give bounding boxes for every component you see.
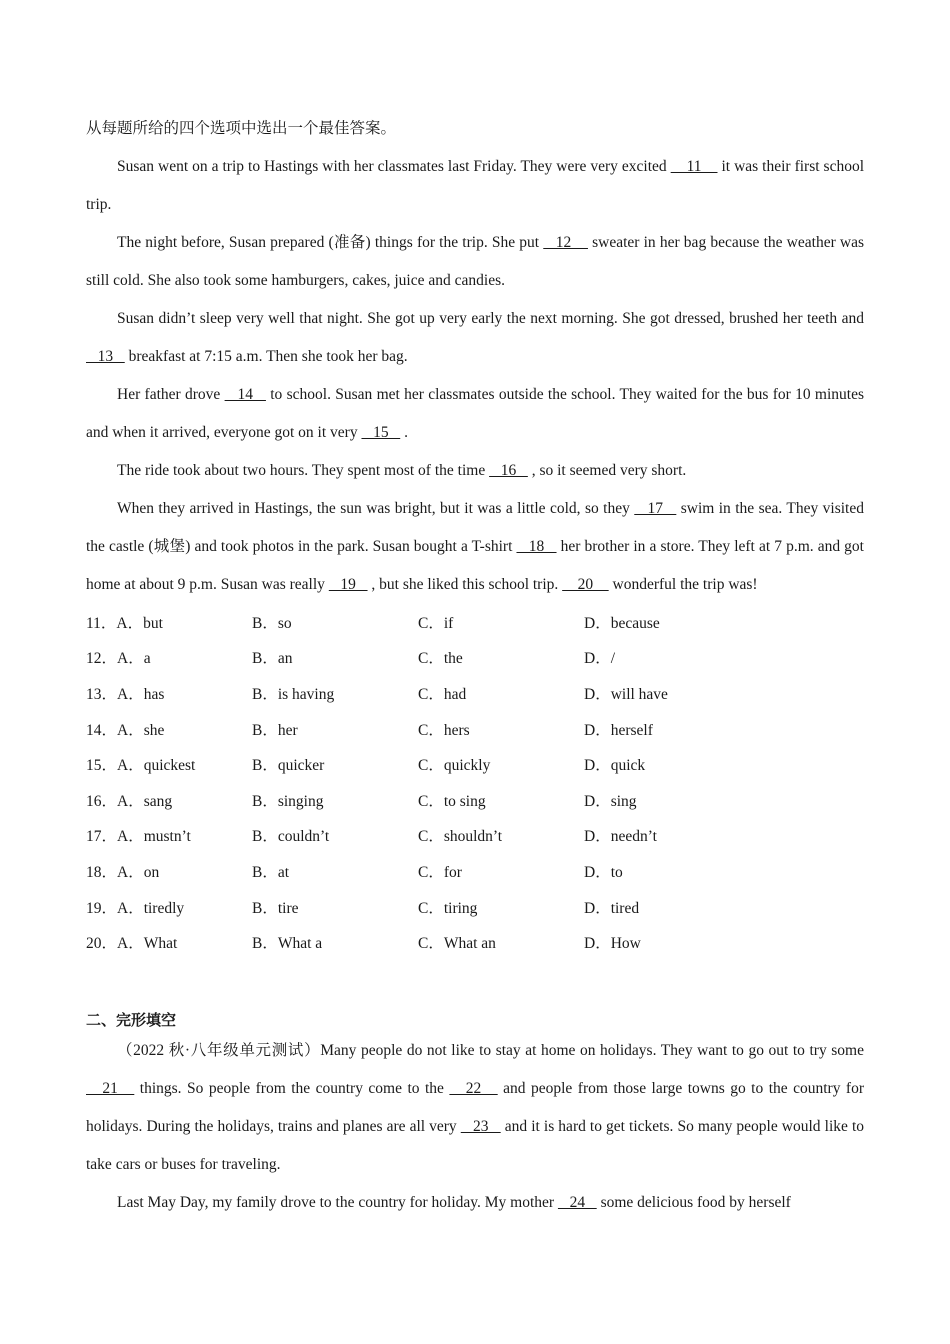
question-row-17 [86,818,864,854]
option-b[interactable]: B．What a [252,935,323,953]
option-c[interactable]: C．hers [418,721,470,739]
option-a[interactable]: 18．A．on [86,863,160,881]
blank-12[interactable]: 12 [543,234,588,251]
option-b[interactable]: B．at [252,863,290,881]
question-row-18 [86,853,864,889]
blank-18[interactable]: 18 [516,538,557,555]
question-row-12 [86,640,864,676]
option-c[interactable]: C．to sing [418,792,486,810]
option-d[interactable]: D．will have [584,685,668,703]
blank-15[interactable]: 15 [361,424,401,441]
option-c[interactable]: C．tiring [418,899,478,917]
option-a[interactable]: 17．A．mustn’t [86,828,191,846]
option-d[interactable]: D．to [584,863,623,881]
blank-16[interactable]: 16 [489,462,528,479]
option-d[interactable]: D．How [584,935,641,953]
blank-22[interactable]: 22 [449,1079,498,1097]
document-page [86,110,864,1222]
question-row-19 [86,889,864,925]
option-d[interactable]: D．because [584,614,660,632]
section-title: 二、完形填空 [86,1010,177,1029]
passage1-paragraph-1: Susan went on a trip to Hastings with her classmates last Friday. They were very excited 11 it was their first school trip. [86,158,864,213]
option-a[interactable]: 20．A．What [86,935,178,953]
question-row-11 [86,604,864,640]
option-c[interactable]: C．What an [418,935,496,953]
option-d[interactable]: D．quick [584,757,646,775]
passage1-paragraph-2: The night before, Susan prepared (准备) things for the trip. She put 12 sweater in her bag because the weather was still cold. She also took some hamburgers, cakes, juice and candies. [86,234,865,289]
passage1-paragraph-5: The ride took about two hours. They spent most of the time 16 , so it seemed very short. [117,462,687,479]
option-b[interactable]: B．so [252,614,292,632]
passage1-paragraph-4: Her father drove 14 to school. Susan met her classmates outside the school. They waited for the bus for 10 minutes and when it arrived, everyone got on it very 15 . [86,386,865,441]
blank-13[interactable]: 13 [86,348,125,365]
question-row-13 [86,675,864,711]
blank-17[interactable]: 17 [634,500,677,517]
option-c[interactable]: C．had [418,685,467,703]
blank-20[interactable]: 20 [562,576,609,593]
passage2-paragraph-2: Last May Day, my family drove to the country for holiday. My mother 24 some delicious food by herself [117,1193,791,1211]
option-d[interactable]: D．sing [584,792,637,810]
option-b[interactable]: B．couldn’t [252,828,330,846]
option-a[interactable]: 15．A．quickest [86,757,196,775]
instruction: 从每题所给的四个选项中选出一个最佳答案。 [86,120,397,137]
option-b[interactable]: B．tire [252,899,299,917]
blank-11[interactable]: 11 [670,158,718,175]
option-d[interactable]: D．herself [584,721,653,739]
option-a[interactable]: 19．A．tiredly [86,899,185,917]
question-row-20 [86,924,864,960]
blank-23[interactable]: 23 [460,1117,501,1135]
blank-14[interactable]: 14 [224,386,266,403]
option-a[interactable]: 13．A．has [86,685,165,703]
options-list [86,604,864,960]
option-c[interactable]: C．shouldn’t [418,828,503,846]
blank-21[interactable]: 21 [86,1079,135,1097]
option-c[interactable]: C．quickly [418,757,491,775]
option-b[interactable]: B．is having [252,685,335,703]
option-c[interactable]: C．if [418,614,454,632]
option-b[interactable]: B．an [252,650,293,668]
option-b[interactable]: B．quicker [252,757,325,775]
option-d[interactable]: D．tired [584,899,640,917]
question-row-16 [86,782,864,818]
passage1-paragraph-6: When they arrived in Hastings, the sun was bright, but it was a little cold, so they 17 swim in the sea. They visited the castle (城堡) and took photos in the park. Susan bought a T-shirt 18 her brother in a store. They left at 7 p.m. and got home at about 9 p.m. Susan was really 19 , but she liked this school trip. 20 wonderful the trip was! [86,500,864,593]
passage2-paragraph-1: （2022 秋·八年级单元测试）Many people do not like to stay at home on holidays. They want to go out to try some 21 things. So people from the country come to the 22 and people from those large towns go to the country for holidays. During the holidays, trains and planes are all very 23 and it is hard to get tickets. So many people would like to take cars or buses for traveling. [86,1041,865,1173]
option-d[interactable]: D．needn’t [584,828,657,846]
option-a[interactable]: 14．A．she [86,721,165,739]
option-a[interactable]: 12．A．a [86,650,151,668]
option-c[interactable]: C．the [418,650,463,668]
blank-19[interactable]: 19 [328,576,368,593]
blank-24[interactable]: 24 [557,1193,597,1211]
option-a[interactable]: 16．A．sang [86,792,173,810]
option-b[interactable]: B．her [252,721,298,739]
option-d[interactable]: D．/ [584,650,616,668]
question-row-15 [86,746,864,782]
option-c[interactable]: C．for [418,863,462,881]
passage1-paragraph-3: Susan didn’t sleep very well that night. She got up very early the next morning. She got dressed, brushed her teeth and 13 breakfast at 7:15 a.m. Then she took her bag. [86,310,864,365]
option-b[interactable]: B．singing [252,792,324,810]
question-row-14 [86,711,864,747]
option-a[interactable]: 11．A．but [86,614,163,632]
